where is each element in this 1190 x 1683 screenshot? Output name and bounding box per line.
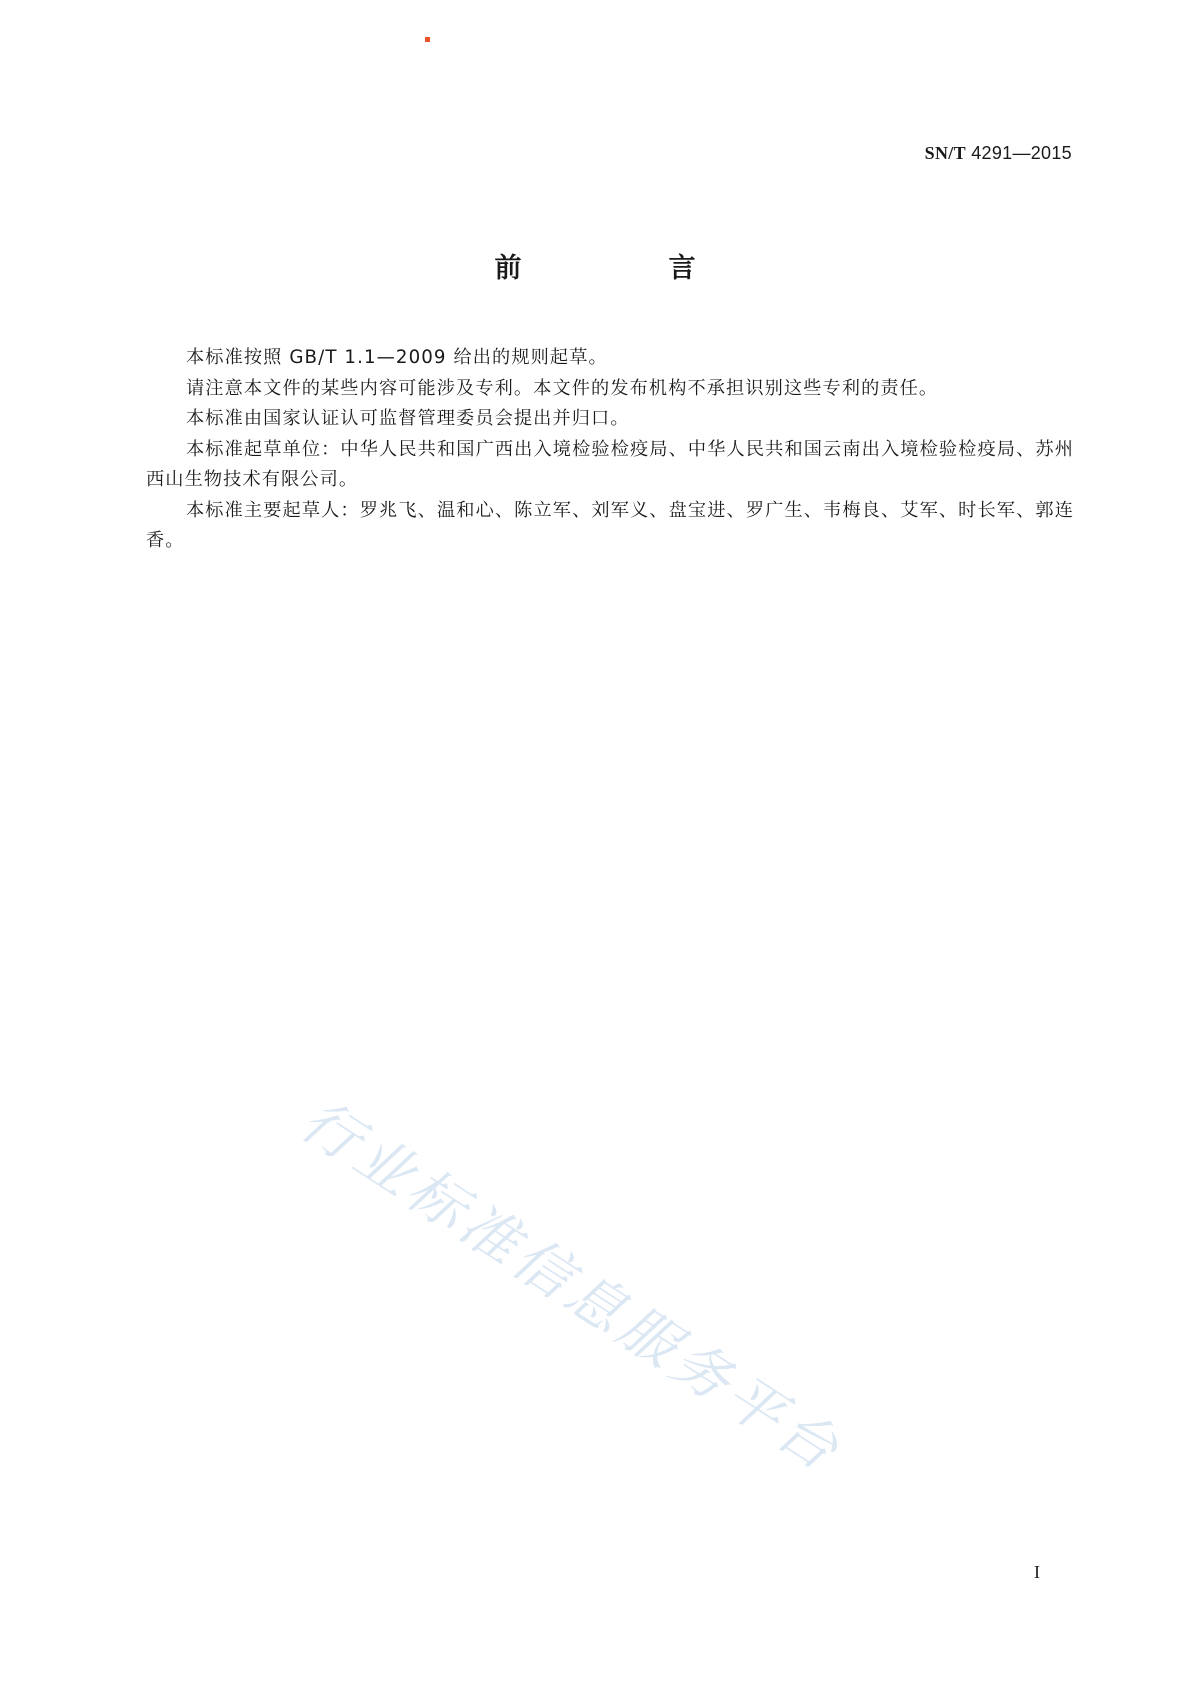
watermark: 行业标准信息服务平台: [289, 1087, 854, 1486]
page-title: 前 言: [494, 253, 756, 284]
page-number: I: [1034, 1562, 1040, 1582]
paragraph-drafters: 本标准主要起草人：罗兆飞、温和心、陈立军、刘军义、盘宝进、罗广生、韦梅良、艾军、时长军、郭连香。: [146, 499, 1074, 551]
paragraph-drafting-units: 本标准起草单位：中华人民共和国广西出入境检验检疫局、中华人民共和国云南出入境检验检疫局、苏州西山生物技术有限公司。: [146, 438, 1074, 490]
standard-code: [925, 143, 1072, 164]
paragraph-proposer: 本标准由国家认证认可监督管理委员会提出并归口。: [186, 408, 630, 429]
standard-code-prefix: SN/T: [924, 143, 966, 163]
paragraph-patent-notice: 请注意本文件的某些内容可能涉及专利。本文件的发布机构不承担识别这些专利的责任。: [186, 377, 939, 399]
paragraph-drafting-rules: 本标准按照 GB/T 1.1—2009 给出的规则起草。: [186, 347, 608, 368]
corner-mark: [425, 37, 430, 42]
foreword-body: [146, 343, 1074, 557]
standard-code-number: 4291—2015: [971, 143, 1072, 163]
